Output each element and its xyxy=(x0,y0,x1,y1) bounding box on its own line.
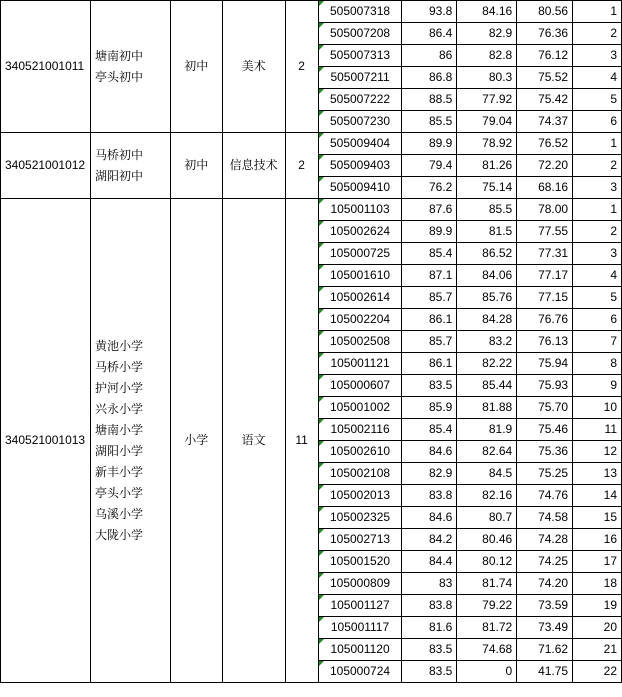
rank-cell[interactable]: 4 xyxy=(573,67,622,89)
rank-cell[interactable]: 13 xyxy=(573,463,622,485)
school-name: 黄池小学 xyxy=(94,338,143,353)
table-row xyxy=(1,133,622,155)
school-name: 亭头初中 xyxy=(94,69,143,84)
school-name: 大陇小学 xyxy=(94,527,143,542)
interview-score-cell[interactable]: 82.16 xyxy=(457,485,517,507)
interview-score-cell[interactable]: 81.9 xyxy=(457,419,517,441)
rank-cell[interactable]: 11 xyxy=(573,419,622,441)
school-name: 新丰小学 xyxy=(94,464,143,479)
rank-cell[interactable]: 14 xyxy=(573,485,622,507)
school-name: 湖阳小学 xyxy=(94,443,143,458)
interview-score-cell[interactable]: 82.64 xyxy=(457,441,517,463)
rank-cell[interactable]: 15 xyxy=(573,507,622,529)
rank-cell[interactable]: 1 xyxy=(573,1,622,23)
school-name: 兴永小学 xyxy=(94,401,143,416)
written-score-cell[interactable]: 85.7 xyxy=(402,287,457,309)
level-cell[interactable]: 初中 xyxy=(170,133,222,199)
written-score-cell[interactable]: 84.4 xyxy=(402,551,457,573)
school-name: 塘南小学 xyxy=(94,422,143,437)
written-score-cell[interactable]: 89.9 xyxy=(402,133,457,155)
school-list-cell[interactable] xyxy=(90,133,170,199)
written-score-cell[interactable]: 85.9 xyxy=(402,397,457,419)
total-score-cell[interactable]: 80.56 xyxy=(517,1,573,23)
interview-score-cell[interactable]: 84.28 xyxy=(457,309,517,331)
rank-cell[interactable]: 12 xyxy=(573,441,622,463)
total-score-cell[interactable]: 73.59 xyxy=(517,595,573,617)
total-score-cell[interactable]: 78.00 xyxy=(517,199,573,221)
written-score-cell[interactable]: 85.4 xyxy=(402,419,457,441)
written-score-cell[interactable]: 83.5 xyxy=(402,639,457,661)
interview-score-cell[interactable]: 79.04 xyxy=(457,111,517,133)
rank-cell[interactable]: 5 xyxy=(573,89,622,111)
subject-cell[interactable]: 语文 xyxy=(222,199,285,683)
interview-score-cell[interactable]: 81.5 xyxy=(457,221,517,243)
rank-cell[interactable]: 16 xyxy=(573,529,622,551)
total-score-cell[interactable]: 75.25 xyxy=(517,463,573,485)
interview-score-cell[interactable]: 80.7 xyxy=(457,507,517,529)
written-score-cell[interactable]: 83.5 xyxy=(402,661,457,683)
written-score-cell[interactable]: 87.6 xyxy=(402,199,457,221)
rank-cell[interactable]: 19 xyxy=(573,595,622,617)
interview-score-cell[interactable]: 78.92 xyxy=(457,133,517,155)
written-score-cell[interactable]: 79.4 xyxy=(402,155,457,177)
rank-cell[interactable]: 20 xyxy=(573,617,622,639)
interview-score-cell[interactable]: 82.22 xyxy=(457,353,517,375)
interview-score-cell[interactable]: 83.2 xyxy=(457,331,517,353)
written-score-cell[interactable]: 88.5 xyxy=(402,89,457,111)
rank-cell[interactable]: 9 xyxy=(573,375,622,397)
interview-score-cell[interactable]: 81.26 xyxy=(457,155,517,177)
written-score-cell[interactable]: 84.6 xyxy=(402,507,457,529)
total-score-cell[interactable]: 75.42 xyxy=(517,89,573,111)
rank-cell[interactable]: 6 xyxy=(573,111,622,133)
ticket-number-cell[interactable]: 105000725 xyxy=(318,243,402,265)
interview-score-cell[interactable]: 75.14 xyxy=(457,177,517,199)
total-score-cell[interactable]: 41.75 xyxy=(517,661,573,683)
rank-cell[interactable]: 17 xyxy=(573,551,622,573)
ticket-number-cell[interactable]: 105001127 xyxy=(318,595,402,617)
level-cell[interactable]: 初中 xyxy=(170,1,222,133)
school-name: 塘南初中 xyxy=(94,48,143,63)
level-cell[interactable]: 小学 xyxy=(170,199,222,683)
written-score-cell[interactable]: 76.2 xyxy=(402,177,457,199)
ticket-number-cell[interactable]: 105001002 xyxy=(318,397,402,419)
ticket-number-cell[interactable]: 505009404 xyxy=(318,133,402,155)
total-score-cell[interactable]: 74.37 xyxy=(517,111,573,133)
ticket-number-cell[interactable]: 505007230 xyxy=(318,111,402,133)
total-score-cell[interactable]: 74.25 xyxy=(517,551,573,573)
ticket-number-cell[interactable]: 505007222 xyxy=(318,89,402,111)
rank-cell[interactable]: 21 xyxy=(573,639,622,661)
ticket-number-cell[interactable]: 105000607 xyxy=(318,375,402,397)
table-body xyxy=(1,1,622,683)
interview-score-cell[interactable]: 84.5 xyxy=(457,463,517,485)
total-score-cell[interactable]: 74.76 xyxy=(517,485,573,507)
subject-cell[interactable]: 美术 xyxy=(222,1,285,133)
ticket-number-cell[interactable]: 105002713 xyxy=(318,529,402,551)
ticket-number-cell[interactable]: 105001121 xyxy=(318,353,402,375)
subject-cell[interactable]: 信息技术 xyxy=(222,133,285,199)
school-name: 马桥小学 xyxy=(94,359,143,374)
written-score-cell[interactable]: 85.4 xyxy=(402,243,457,265)
written-score-cell[interactable]: 86.4 xyxy=(402,23,457,45)
written-score-cell[interactable]: 87.1 xyxy=(402,265,457,287)
written-score-cell[interactable]: 86 xyxy=(402,45,457,67)
quota-cell[interactable]: 2 xyxy=(285,133,318,199)
rank-cell[interactable]: 4 xyxy=(573,265,622,287)
total-score-cell[interactable]: 76.12 xyxy=(517,45,573,67)
interview-score-cell[interactable]: 80.12 xyxy=(457,551,517,573)
rank-cell[interactable]: 22 xyxy=(573,661,622,683)
ticket-number-cell[interactable]: 105001117 xyxy=(318,617,402,639)
ticket-number-cell[interactable]: 505007318 xyxy=(318,1,402,23)
interview-score-cell[interactable]: 81.72 xyxy=(457,617,517,639)
ticket-number-cell[interactable]: 105001103 xyxy=(318,199,402,221)
rank-cell[interactable]: 10 xyxy=(573,397,622,419)
rank-cell[interactable]: 7 xyxy=(573,331,622,353)
interview-score-cell[interactable]: 81.74 xyxy=(457,573,517,595)
school-name: 马桥初中 xyxy=(94,147,143,162)
written-score-cell[interactable]: 93.8 xyxy=(402,1,457,23)
total-score-cell[interactable]: 75.70 xyxy=(517,397,573,419)
ticket-number-cell[interactable]: 505007208 xyxy=(318,23,402,45)
written-score-cell[interactable]: 84.6 xyxy=(402,441,457,463)
interview-score-cell[interactable]: 77.92 xyxy=(457,89,517,111)
school-name: 护河小学 xyxy=(94,380,143,395)
total-score-cell[interactable]: 75.52 xyxy=(517,67,573,89)
written-score-cell[interactable]: 83.8 xyxy=(402,595,457,617)
interview-score-cell[interactable]: 85.44 xyxy=(457,375,517,397)
written-score-cell[interactable]: 84.2 xyxy=(402,529,457,551)
written-score-cell[interactable]: 86.1 xyxy=(402,353,457,375)
total-score-cell[interactable]: 73.49 xyxy=(517,617,573,639)
school-name: 乌溪小学 xyxy=(94,506,143,521)
interview-score-cell[interactable]: 84.16 xyxy=(457,1,517,23)
total-score-cell[interactable]: 75.36 xyxy=(517,441,573,463)
rank-cell[interactable]: 5 xyxy=(573,287,622,309)
interview-score-cell[interactable]: 80.46 xyxy=(457,529,517,551)
ticket-number-cell[interactable]: 505009403 xyxy=(318,155,402,177)
total-score-cell[interactable]: 77.17 xyxy=(517,265,573,287)
ticket-number-cell[interactable]: 105002325 xyxy=(318,507,402,529)
ticket-number-cell[interactable]: 105002614 xyxy=(318,287,402,309)
total-score-cell[interactable]: 75.94 xyxy=(517,353,573,375)
school-name: 湖阳初中 xyxy=(94,168,143,183)
interview-score-cell[interactable]: 74.68 xyxy=(457,639,517,661)
total-score-cell[interactable]: 74.28 xyxy=(517,529,573,551)
ticket-number-cell[interactable]: 105002204 xyxy=(318,309,402,331)
rank-cell[interactable]: 6 xyxy=(573,309,622,331)
rank-cell[interactable]: 18 xyxy=(573,573,622,595)
ticket-number-cell[interactable]: 105001520 xyxy=(318,551,402,573)
total-score-cell[interactable]: 76.52 xyxy=(517,133,573,155)
ticket-number-cell[interactable]: 105001610 xyxy=(318,265,402,287)
rank-cell[interactable]: 3 xyxy=(573,45,622,67)
total-score-cell[interactable]: 75.93 xyxy=(517,375,573,397)
interview-score-cell[interactable]: 85.5 xyxy=(457,199,517,221)
written-score-cell[interactable]: 86.8 xyxy=(402,67,457,89)
total-score-cell[interactable]: 76.76 xyxy=(517,309,573,331)
ticket-number-cell[interactable]: 505009410 xyxy=(318,177,402,199)
quota-cell[interactable]: 2 xyxy=(285,1,318,133)
quota-cell[interactable]: 11 xyxy=(285,199,318,683)
rank-cell[interactable]: 2 xyxy=(573,23,622,45)
interview-score-cell[interactable]: 82.9 xyxy=(457,23,517,45)
ticket-number-cell[interactable]: 105000724 xyxy=(318,661,402,683)
rank-cell[interactable]: 2 xyxy=(573,155,622,177)
ticket-number-cell[interactable]: 105002624 xyxy=(318,221,402,243)
total-score-cell[interactable]: 77.31 xyxy=(517,243,573,265)
interview-score-cell[interactable]: 80.3 xyxy=(457,67,517,89)
total-score-cell[interactable]: 72.20 xyxy=(517,155,573,177)
ticket-number-cell[interactable]: 105002013 xyxy=(318,485,402,507)
school-list-cell[interactable] xyxy=(90,199,170,683)
interview-score-cell[interactable]: 84.06 xyxy=(457,265,517,287)
total-score-cell[interactable]: 76.36 xyxy=(517,23,573,45)
written-score-cell[interactable]: 83.5 xyxy=(402,375,457,397)
interview-score-cell[interactable]: 79.22 xyxy=(457,595,517,617)
rank-cell[interactable]: 8 xyxy=(573,353,622,375)
ticket-number-cell[interactable]: 105002610 xyxy=(318,441,402,463)
rank-cell[interactable]: 3 xyxy=(573,243,622,265)
post-code-cell[interactable]: 340521001012 xyxy=(1,133,91,199)
ticket-number-cell[interactable]: 105001120 xyxy=(318,639,402,661)
written-score-cell[interactable]: 89.9 xyxy=(402,221,457,243)
rank-cell[interactable]: 1 xyxy=(573,199,622,221)
school-name: 亭头小学 xyxy=(94,485,143,500)
interview-score-cell[interactable]: 82.8 xyxy=(457,45,517,67)
rank-cell[interactable]: 3 xyxy=(573,177,622,199)
written-score-cell[interactable]: 83 xyxy=(402,573,457,595)
rank-cell[interactable]: 1 xyxy=(573,133,622,155)
ticket-number-cell[interactable]: 105000809 xyxy=(318,573,402,595)
total-score-cell[interactable]: 75.46 xyxy=(517,419,573,441)
written-score-cell[interactable]: 81.6 xyxy=(402,617,457,639)
total-score-cell[interactable]: 77.15 xyxy=(517,287,573,309)
interview-score-cell[interactable]: 0 xyxy=(457,661,517,683)
table-row xyxy=(1,1,622,23)
interview-score-cell[interactable]: 86.52 xyxy=(457,243,517,265)
post-code-cell[interactable]: 340521001013 xyxy=(1,199,91,683)
school-list-cell[interactable] xyxy=(90,1,170,133)
total-score-cell[interactable]: 76.13 xyxy=(517,331,573,353)
interview-score-cell[interactable]: 85.76 xyxy=(457,287,517,309)
ticket-number-cell[interactable]: 105002508 xyxy=(318,331,402,353)
total-score-cell[interactable]: 74.20 xyxy=(517,573,573,595)
ticket-number-cell[interactable]: 105002116 xyxy=(318,419,402,441)
written-score-cell[interactable]: 85.7 xyxy=(402,331,457,353)
written-score-cell[interactable]: 83.8 xyxy=(402,485,457,507)
total-score-cell[interactable]: 71.62 xyxy=(517,639,573,661)
table-row xyxy=(1,199,622,221)
written-score-cell[interactable]: 85.5 xyxy=(402,111,457,133)
post-code-cell[interactable]: 340521001011 xyxy=(1,1,91,133)
total-score-cell[interactable]: 74.58 xyxy=(517,507,573,529)
written-score-cell[interactable]: 86.1 xyxy=(402,309,457,331)
ticket-number-cell[interactable]: 105002108 xyxy=(318,463,402,485)
ticket-number-cell[interactable]: 505007313 xyxy=(318,45,402,67)
interview-score-cell[interactable]: 81.88 xyxy=(457,397,517,419)
rank-cell[interactable]: 2 xyxy=(573,221,622,243)
written-score-cell[interactable]: 82.9 xyxy=(402,463,457,485)
total-score-cell[interactable]: 68.16 xyxy=(517,177,573,199)
total-score-cell[interactable]: 77.55 xyxy=(517,221,573,243)
ticket-number-cell[interactable]: 505007211 xyxy=(318,67,402,89)
